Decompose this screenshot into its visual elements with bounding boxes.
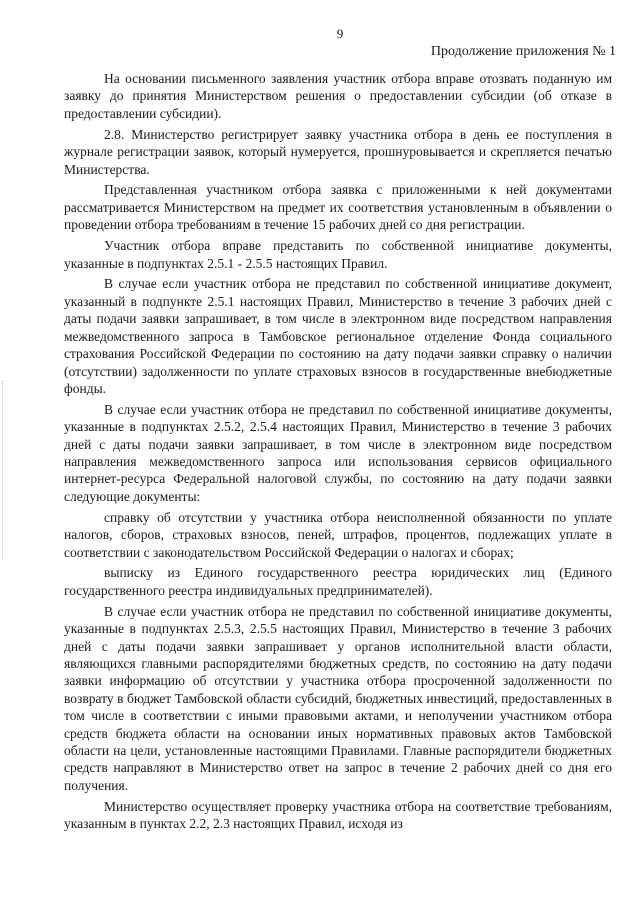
page-number: 9 bbox=[336, 26, 344, 41]
paragraph-2-5-3-2-5-5-request: В случае если участник отбора не представил по собственной инициативе документы, указанные в подпунктах 2.5.3, 2.5.5 настоящих Правил, Министерство в течение 3 рабочих дней с даты подачи заявки запрашивает у органов исполнительной власти области, являющихся главными распорядителями бюджетных средств, по состоянию на дату подачи заявки информацию об отсутствии у участника отбора просроченной задолженности по возврату в бюджет Тамбовской области субсидий, бюджетных инвестиций, предоставленных в том числе в соответствии с иными правовыми актами, и неполучении участником отбора средств бюджета области на основании иных нормативных правовых актов Тамбовской области на цели, установленные настоящими Правилами. Главные распорядители бюджетных средств направляют в Министерство ответ на запрос в течение 2 рабочих дней со дня его получения. bbox=[64, 603, 612, 793]
paragraph-2-5-2-2-5-4-request: В случае если участник отбора не представил по собственной инициативе документы, указанные в подпунктах 2.5.2, 2.5.4 настоящих Правил, Министерство в течение 3 рабочих дней с даты подачи заявки запрашивает, в том числе в электронном виде посредством направления межведомственного запроса или использования сервисов официального интернет-ресурса Федеральной налоговой службы, по состоянию на дату подачи заявки следующие документы: bbox=[64, 401, 612, 504]
paragraph-2-8-registration: 2.8. Министерство регистрирует заявку участника отбора в день ее поступления в журнале регистрации заявок, который нумеруется, прошнуровывается и скрепляется печатью Министерства. bbox=[64, 126, 612, 177]
paragraph-withdraw-application: На основании письменного заявления участник отбора вправе отозвать поданную им заявку до принятия Министерством решения о предоставлении субсидии (об отказе в предоставлении субсидии). bbox=[64, 71, 612, 121]
scan-margin-mark bbox=[2, 380, 6, 560]
appendix-continuation-header: Продолжение приложения № 1 bbox=[430, 44, 616, 59]
list-item-registry-extract: выписку из Единого государственного реестра юридических лиц (Единого государственного реестра индивидуальных предпринимателей). bbox=[64, 565, 612, 598]
document-body bbox=[64, 70, 612, 836]
paragraph-ministry-verification: Министерство осуществляет проверку участника отбора на соответствие требованиям, указанным в пунктах 2.2, 2.3 настоящих Правил, исходя из bbox=[64, 798, 612, 832]
paragraph-2-5-1-request: В случае если участник отбора не представил по собственной инициативе документ, указанный в подпункте 2.5.1 настоящих Правил, Министерство в течение 3 рабочих дней с даты подачи заявки запрашивает, в том числе в электронном виде посредством направления межведомственного запроса в Тамбовское региональное отделение Фонда социального страхования Российской Федерации по состоянию на дату подачи заявки справку о наличии (отсутствии) задолженности по уплате страховых взносов в государственные внебюджетные фонды. bbox=[64, 276, 612, 396]
list-item-tax-certificate: справку об отсутствии у участника отбора неисполненной обязанности по уплате налогов, сборов, страховых взносов, пеней, штрафов, процентов, подлежащих уплате в соответствии с законодательством Российской Федерации о налогах и сборах; bbox=[64, 509, 612, 560]
paragraph-own-initiative-docs: Участник отбора вправе представить по собственной инициативе документы, указанные в подпунктах 2.5.1 - 2.5.5 настоящих Правил. bbox=[64, 238, 612, 271]
paragraph-review-period: Представленная участником отбора заявка с приложенными к ней документами рассматривается Министерством на предмет их соответствия установленным в объявлении о проведении отбора требованиям в течение 15 рабочих дней со дня регистрации. bbox=[64, 182, 612, 233]
